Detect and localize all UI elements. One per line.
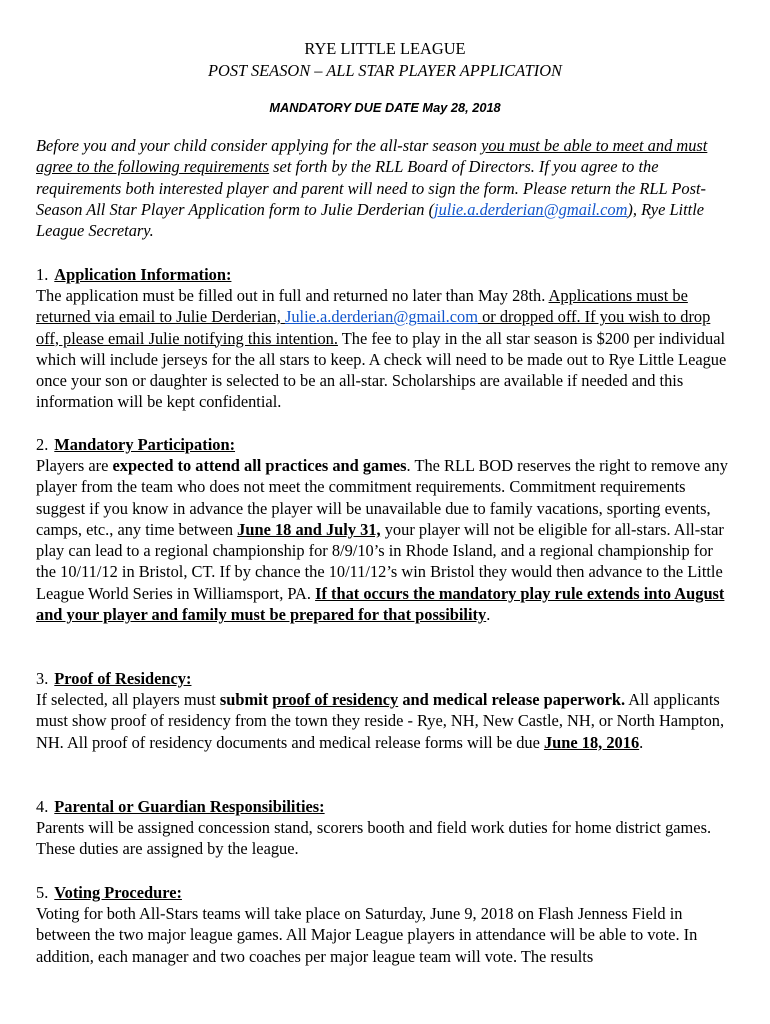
section-number: 1. [36,265,49,284]
due-date: MANDATORY DUE DATE May 28, 2018 [269,100,501,115]
body-bold-underlined: June 18 and July 31, [237,519,381,539]
body-bold-underlined: proof of residency [272,690,399,709]
section-number: 2. [36,435,49,454]
section-5-heading [36,882,736,903]
body-bold-underlined: If that occurs the mandatory play rule extends into August and your player and family must be prepared for that possibility [36,583,725,625]
body-text: Parents will be assigned concession stand, scorers booth and field work duties for home district games. These duties are assigned by the league. [36,818,712,859]
body-text: The fee to play in the all star season is $200 per individual which will include jerseys for the all stars to keep. A check will need to be made out to Rye Little League once your son or daughter is selected to be an all-star. Scholarships are available if needed and this information will be kept confidential. [36,328,727,412]
body-text: If selected, all players must [36,690,220,709]
section-2-body [36,455,736,625]
form-title: POST SEASON – ALL STAR PLAYER APPLICATION [208,61,562,80]
body-bold: and medical release paperwork. [398,690,626,709]
body-text: . [639,732,644,752]
section-2-heading [36,434,736,455]
secretary-email-link[interactable]: julie.a.derderian@gmail.com [434,199,628,219]
body-text: All applicants must show proof of residency from the town they reside - Rye, NH, New Castle, NH, or North Hampton, NH. All proof of residency documents and medical release forms will be due [36,690,725,752]
section-title: Application Information: [54,265,232,284]
body-bold-underlined: June 18, 2016 [543,732,640,752]
section-title: Mandatory Participation: [54,435,236,454]
body-text: Players are [36,456,113,475]
intro-paragraph [36,135,736,241]
section-3-heading [36,668,736,689]
section-title: Voting Procedure: [54,883,182,902]
body-text: . [486,605,491,625]
section-5-body [36,903,736,967]
section-1-heading [36,264,736,285]
body-bold: submit [219,690,273,709]
section-number: 3. [36,669,49,688]
section-number: 4. [36,797,49,816]
body-text: The application must be filled out in full and returned no later than May 28th. [36,286,549,305]
submission-email-link[interactable]: Julie.a.derderian@gmail.com [284,307,478,327]
section-title: Proof of Residency: [54,669,192,688]
intro-text-3: ), Rye Little League Secretary. [36,199,705,241]
body-text: Voting for both All-Stars teams will take place on Saturday, June 9, 2018 on Flash Jenness Field in between the two major league games. All Major League players in attendance will be able to vote. In addition, each manager and two coaches per major league team will vote. The results [36,904,698,966]
section-4-heading [36,796,736,817]
body-text: . The RLL BOD reserves the right to remove any player from the team who does not meet the commitment requirements. Commitment requirements suggest if you know in advance the player will be unavailable due to family vacations, sporting events, camps, etc., any time between [36,456,728,539]
body-underlined: Applications must be returned via email to Julie Derderian, [36,286,688,327]
body-text: your player will not be eligible for all-stars. All-star play can lead to a regional championship for 8/9/10’s in Rhode Island, and a regional championship for the 10/11/12 in Bristol, CT. If by chance the 10/11/12’s win Bristol they would then advance to the Little League World Series in Williamsport, PA. [36,519,724,603]
org-title: RYE LITTLE LEAGUE [304,39,466,58]
section-4-body [36,817,736,860]
section-title: Parental or Guardian Responsibilities: [54,797,325,816]
intro-requirement: you must be able to meet and must agree to the following requirements [36,136,708,177]
section-3-body [36,689,736,753]
section-number: 5. [36,883,49,902]
section-1-body [36,285,736,413]
body-bold: expected to attend all practices and games [112,456,407,475]
intro-text-2: set forth by the RLL Board of Directors. If you agree to the requirements both interested player and parent will need to sign the form. Please return the RLL Post-Season All Star Player Application form to Julie Derderian ( [36,157,706,219]
body-underlined: or dropped off. If you wish to drop off, please email Julie notifying this intention. [36,307,711,348]
intro-text: Before you and your child consider applying for the all-star season [36,136,482,155]
